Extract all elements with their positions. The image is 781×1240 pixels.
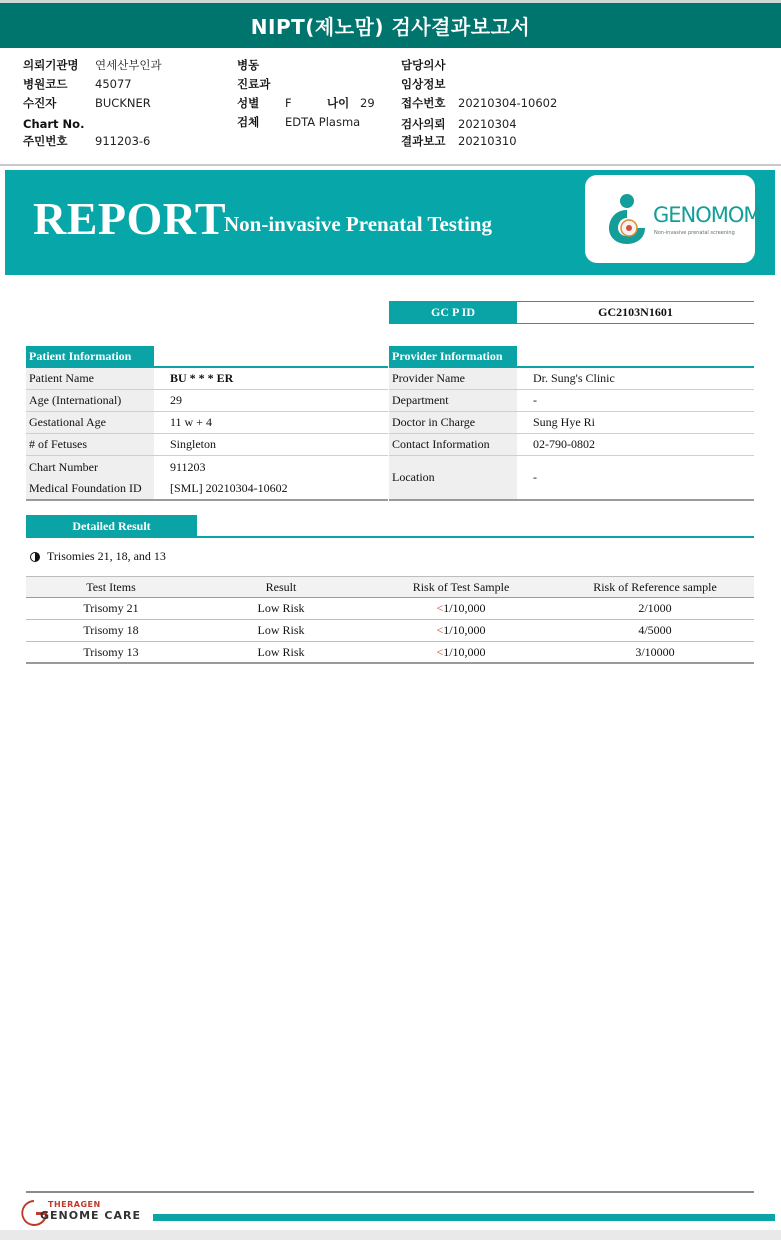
info-patient: 수진자 BUCKNER bbox=[23, 95, 151, 110]
info-test-request: 검사의뢰 20210304 bbox=[401, 116, 517, 131]
table-row: Chart Number 911203 bbox=[26, 456, 388, 478]
table-row: Contact Information 02-790-0802 bbox=[389, 434, 754, 456]
table-row: Trisomy 21 Low Risk <1/10,000 2/1000 bbox=[26, 598, 754, 620]
gcpid-value: GC2103N1601 bbox=[517, 301, 754, 324]
request-info bbox=[0, 54, 781, 164]
info-clinical: 임상정보 bbox=[401, 76, 446, 91]
table-row: Patient Name BU * * * ER bbox=[26, 368, 388, 390]
table-header-row: Test Items Result Risk of Test Sample Risk of Reference sample bbox=[26, 576, 754, 598]
table-row: Trisomy 13 Low Risk <1/10,000 3/10000 bbox=[26, 642, 754, 664]
table-row: # of Fetuses Singleton bbox=[26, 434, 388, 456]
logo-subtext: Non-invasive prenatal screening bbox=[654, 230, 735, 236]
info-receipt-no: 접수번호 20210304-10602 bbox=[401, 95, 558, 110]
detailed-result-line bbox=[26, 536, 754, 538]
trisomies-section-title: Trisomies 21, 18, and 13 bbox=[30, 549, 166, 564]
table-row: Age (International) 29 bbox=[26, 390, 388, 412]
info-institution: 의뢰기관명 연세산부인과 bbox=[23, 57, 162, 72]
patient-info-heading: Patient Information bbox=[26, 346, 154, 367]
info-department: 진료과 bbox=[237, 76, 271, 91]
table-row: Doctor in Charge Sung Hye Ri bbox=[389, 412, 754, 434]
footer-brand-top: THERAGEN bbox=[48, 1200, 101, 1209]
footer-brand-bottom: GENOME CARE bbox=[40, 1209, 141, 1222]
footer-divider bbox=[26, 1191, 754, 1193]
table-row: Location - bbox=[389, 456, 754, 501]
half-circle-icon bbox=[30, 552, 40, 562]
genomom-logo bbox=[585, 175, 761, 263]
provider-info-heading: Provider Information bbox=[389, 346, 517, 367]
logo-text: GENOMOM bbox=[653, 203, 761, 227]
table-row: Provider Name Dr. Sung's Clinic bbox=[389, 368, 754, 390]
table-row: Gestational Age 11 w + 4 bbox=[26, 412, 388, 434]
footer-strip bbox=[0, 1230, 781, 1240]
gcpid-label: GC P ID bbox=[389, 301, 517, 324]
table-row: Trisomy 18 Low Risk <1/10,000 4/5000 bbox=[26, 620, 754, 642]
footer-bar bbox=[153, 1214, 775, 1221]
report-header bbox=[0, 0, 781, 48]
report-banner bbox=[5, 170, 775, 275]
info-sex: 성별 F 나이 29 bbox=[237, 95, 375, 110]
divider bbox=[0, 164, 781, 166]
info-result-report: 결과보고 20210310 bbox=[401, 133, 517, 148]
info-chart-no: Chart No. bbox=[23, 116, 85, 131]
detailed-result-heading: Detailed Result bbox=[26, 515, 197, 537]
report-title: NIPT(제노맘) 검사결과보고서 bbox=[250, 15, 531, 39]
info-specimen: 검체 EDTA Plasma bbox=[237, 114, 361, 129]
table-row: Department - bbox=[389, 390, 754, 412]
banner-subtitle: Non-invasive Prenatal Testing bbox=[224, 212, 492, 236]
genomom-mark-icon bbox=[605, 192, 649, 246]
info-ward: 병동 bbox=[237, 57, 260, 72]
table-row: Medical Foundation ID [SML] 20210304-10602 bbox=[26, 478, 388, 501]
banner-report-title: REPORT bbox=[33, 193, 227, 244]
info-doctor: 담당의사 bbox=[401, 57, 446, 72]
info-resident-no: 주민번호 911203-6 bbox=[23, 133, 151, 148]
info-hospital-code: 병원코드 45077 bbox=[23, 76, 132, 91]
